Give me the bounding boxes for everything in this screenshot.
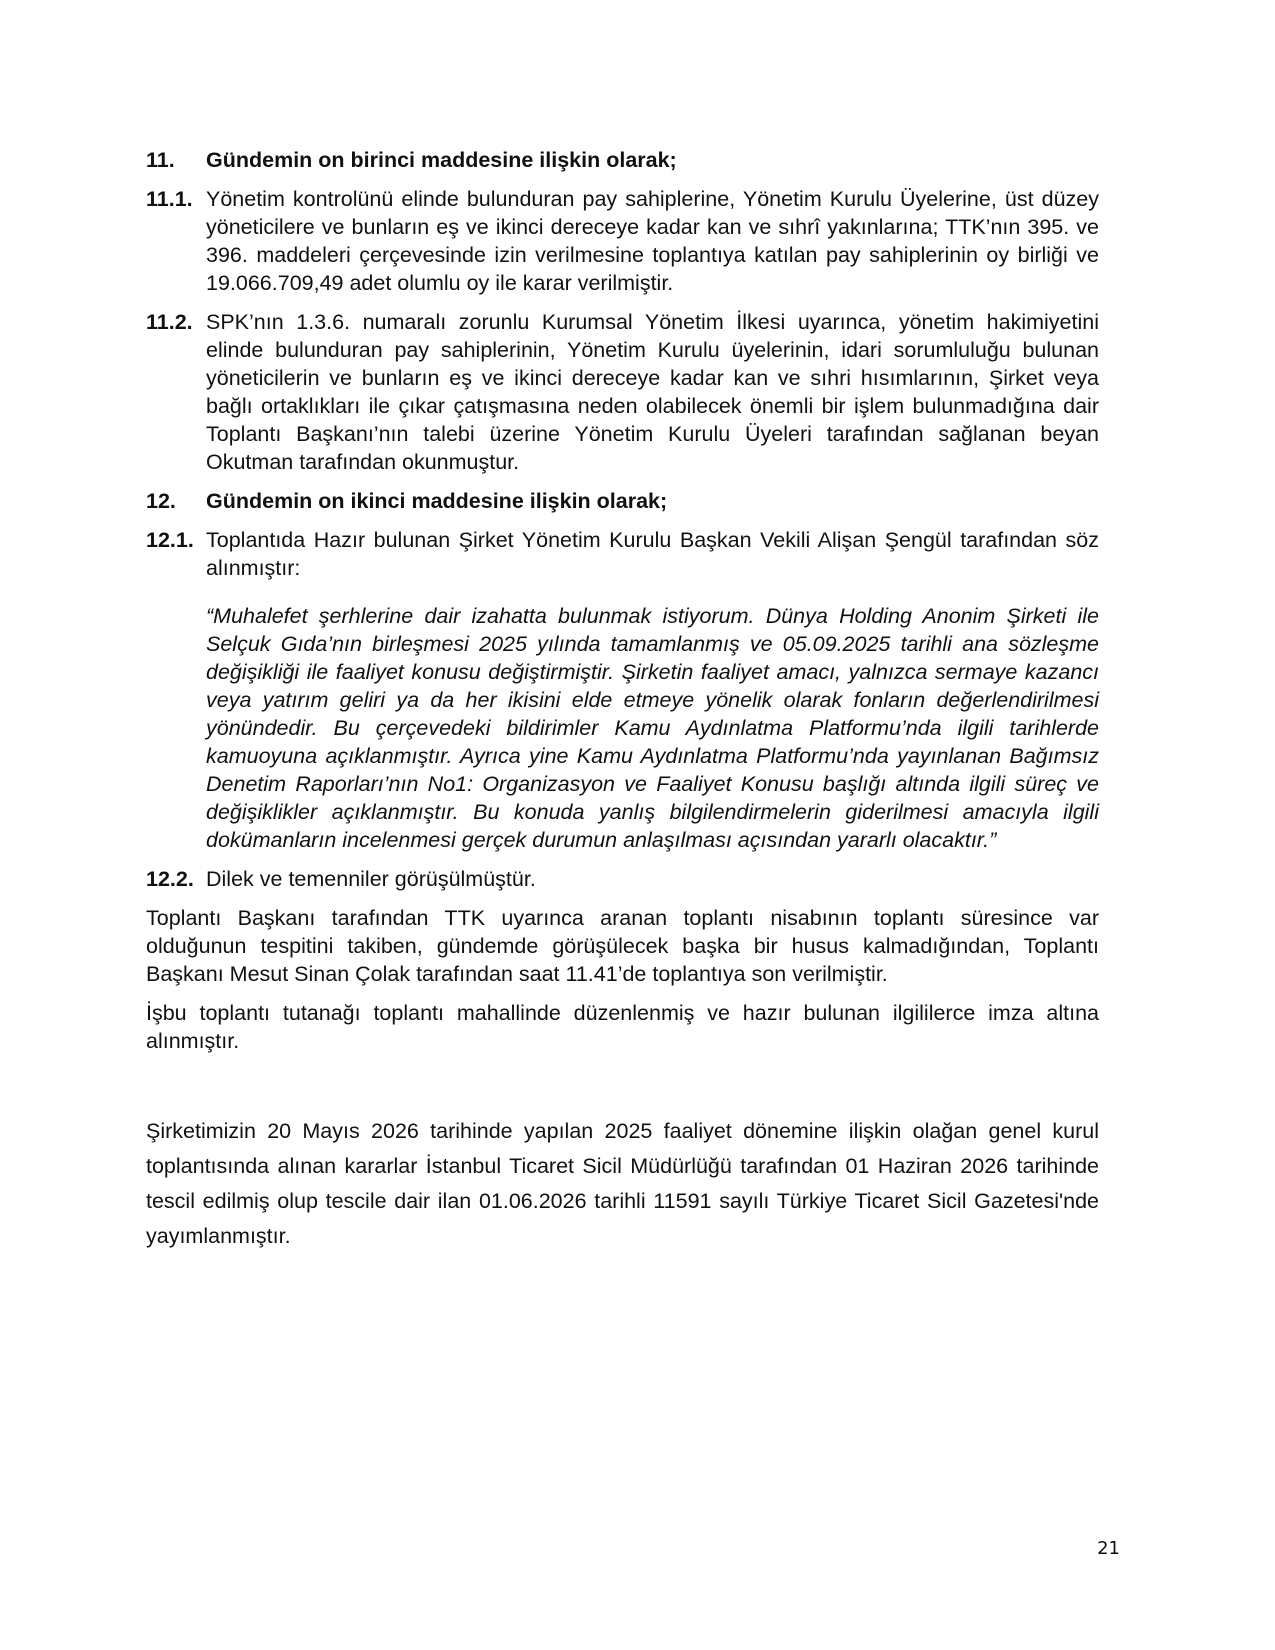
closing-paragraph: Toplantı Başkanı tarafından TTK uyarınca aranan toplantı nisabının toplantı süresince var olduğunun tespitini takiben, gündemde görüşülecek başka bir husus kalmadığından, Toplantı Başkanı Mesut Sinan Çolak tarafından saat 11.41’de toplantıya son verilmiştir. <box>146 906 1099 986</box>
item-text: SPK’nın 1.3.6. numaralı zorunlu Kurumsal Yönetim İlkesi uyarınca, yönetim hakimiyetini elinde bulunduran pay sahiplerinin, Yönetim Kurulu üyelerinin, idari sorumluluğu bulunan yöneticilerin ve bunların eş ve ikinci dereceye kadar kan ve sıhri hısımlarının, Şirket veya bağlı ortaklıkları ile çıkar çatışmasına neden olabilecek önemli bir işlem bulunmadığına dair Toplantı Başkanı’nın talebi üzerine Yönetim Kurulu Üyeleri tarafından sağlanan beyan Okutman tarafından okunmuştur. <box>206 310 1099 474</box>
item-text: Dilek ve temenniler görüşülmüştür. <box>206 867 536 891</box>
page-content <box>146 146 1099 1254</box>
item-11-1 <box>146 185 1099 297</box>
section-heading-11 <box>146 146 1099 174</box>
spacer <box>146 1066 1099 1114</box>
registration-note: Şirketimizin 20 Mayıs 2026 tarihinde yapılan 2025 faaliyet dönemine ilişkin olağan genel kurul toplantısında alınan kararlar İstanbul Ticaret Sicil Müdürlüğü tarafından 01 Haziran 2026 tarihinde tescil edilmiş olup tescile dair ilan 01.06.2026 tarihli 11591 sayılı Türkiye Ticaret Sicil Gazetesi'nde yayımlanmıştır. <box>146 1119 1099 1248</box>
page-number: 21 <box>1097 1538 1120 1559</box>
section-title: Gündemin on birinci maddesine ilişkin olarak; <box>206 148 677 172</box>
item-12-1 <box>146 526 1099 582</box>
item-number: 12.1. <box>146 528 194 552</box>
section-number: 12. <box>146 489 176 513</box>
item-11-2 <box>146 308 1099 476</box>
item-text: Toplantıda Hazır bulunan Şirket Yönetim Kurulu Başkan Vekili Alişan Şengül tarafından söz alınmıştır: <box>206 528 1099 580</box>
item-number: 11.2. <box>146 310 193 334</box>
section-heading-12 <box>146 487 1099 515</box>
quoted-statement: “Muhalefet şerhlerine dair izahatta bulunmak istiyorum. Dünya Holding Anonim Şirketi ile Selçuk Gıda’nın birleşmesi 2025 yılında tamamlanmış ve 05.09.2025 tarihli ana sözleşme değişikliği ile faaliyet konusu değiştirmiştir. Şirketin faaliyet amacı, yalnızca sermaye kazancı veya yatırım geliri ya da her ikisini elde etmeye yönelik olarak fonların değerlendirilmesi yönündedir. Bu çerçevedeki bildirimler Kamu Aydınlatma Platformu’nda ilgili tarihlerde kamuoyuna açıklanmıştır. Ayrıca yine Kamu Aydınlatma Platformu’nda yayınlanan Bağımsız Denetim Raporları’nın No1: Organizasyon ve Faaliyet Konusu başlığı altında ilgili süreç ve değişiklikler açıklanmıştır. Bu konuda yanlış bilgilendirmelerin giderilmesi amacıyla ilgili dokümanların incelenmesi gerçek durumun anlaşılması açısından yararlı olacaktır.” <box>206 604 1099 852</box>
section-number: 11. <box>146 148 175 172</box>
section-title: Gündemin on ikinci maddesine ilişkin olarak; <box>206 489 668 513</box>
item-number: 11.1. <box>146 187 193 211</box>
item-text: Yönetim kontrolünü elinde bulunduran pay sahiplerine, Yönetim Kurulu Üyelerine, üst düzey yöneticilere ve bunların eş ve ikinci dereceye kadar kan ve sıhrî yakınlarına; TTK’nın 395. ve 396. maddeleri çerçevesinde izin verilmesine toplantıya katılan pay sahiplerinin oy birliği ve 19.066.709,49 adet olumlu oy ile karar verilmiştir. <box>206 187 1099 295</box>
closing-paragraph: İşbu toplantı tutanağı toplantı mahallinde düzenlenmiş ve hazır bulunan ilgililerce imza altına alınmıştır. <box>146 1001 1099 1053</box>
item-12-2 <box>146 865 1099 893</box>
item-number: 12.2. <box>146 867 194 891</box>
